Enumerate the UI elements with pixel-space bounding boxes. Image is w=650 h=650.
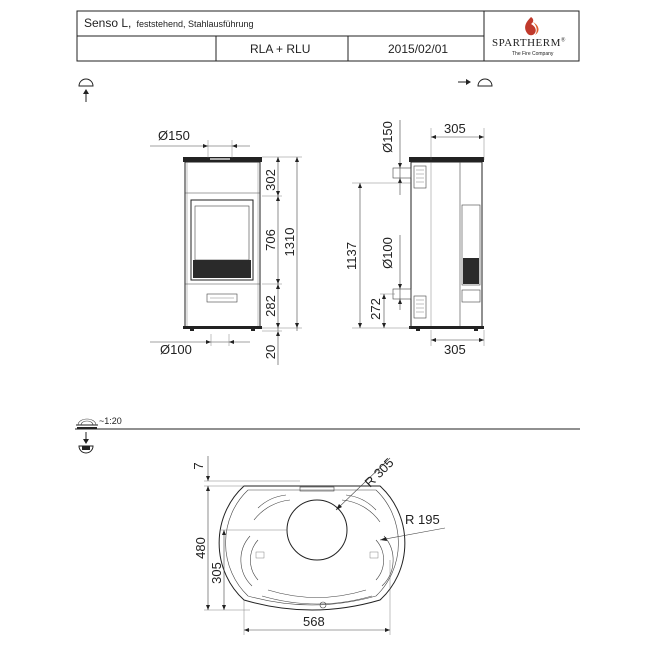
front-dim-top: 302 [263,169,278,191]
side-dim-low: 272 [368,298,383,320]
top-view [191,455,445,635]
front-dim-mid: 706 [263,229,278,251]
scale-icon [76,419,98,429]
product-subtitle: feststehend, Stahlausführung [136,19,254,29]
front-flue-top-label: Ø150 [158,128,190,143]
side-view [344,120,484,357]
front-flue-bottom-label: Ø100 [160,342,192,357]
top-dim-gap: 7 [191,462,206,470]
front-dim-feet: 20 [263,344,278,360]
side-depth-bottom: 305 [444,342,466,357]
top-radius-outer: R 305 [361,454,397,491]
side-depth-top: 305 [444,121,466,136]
front-dim-low: 282 [263,295,278,317]
variant-label: RLA + RLU [250,42,311,56]
date-label: 2015/02/01 [388,42,449,56]
brand-tagline: The Fire Company [512,51,554,57]
front-view [150,128,302,365]
stove-side-icon [458,79,492,86]
top-dim-center: 305 [209,562,224,584]
top-dim-width: 568 [303,614,325,629]
flame-logo-icon [525,17,538,35]
front-dim-total: 1310 [282,227,297,257]
top-radius-inner: R 195 [405,512,440,527]
product-name: Senso L, [84,16,132,30]
side-flue-top-label: Ø150 [380,121,395,153]
stove-front-icon [79,79,93,102]
top-dim-depth: 480 [193,537,208,559]
stove-top-view-icon [79,432,93,453]
scale-label: ~1:20 [99,416,122,426]
brand-name: SPARTHERM® [492,37,566,49]
side-dim-height: 1137 [344,242,359,270]
side-flue-bottom-label: Ø100 [380,237,395,269]
